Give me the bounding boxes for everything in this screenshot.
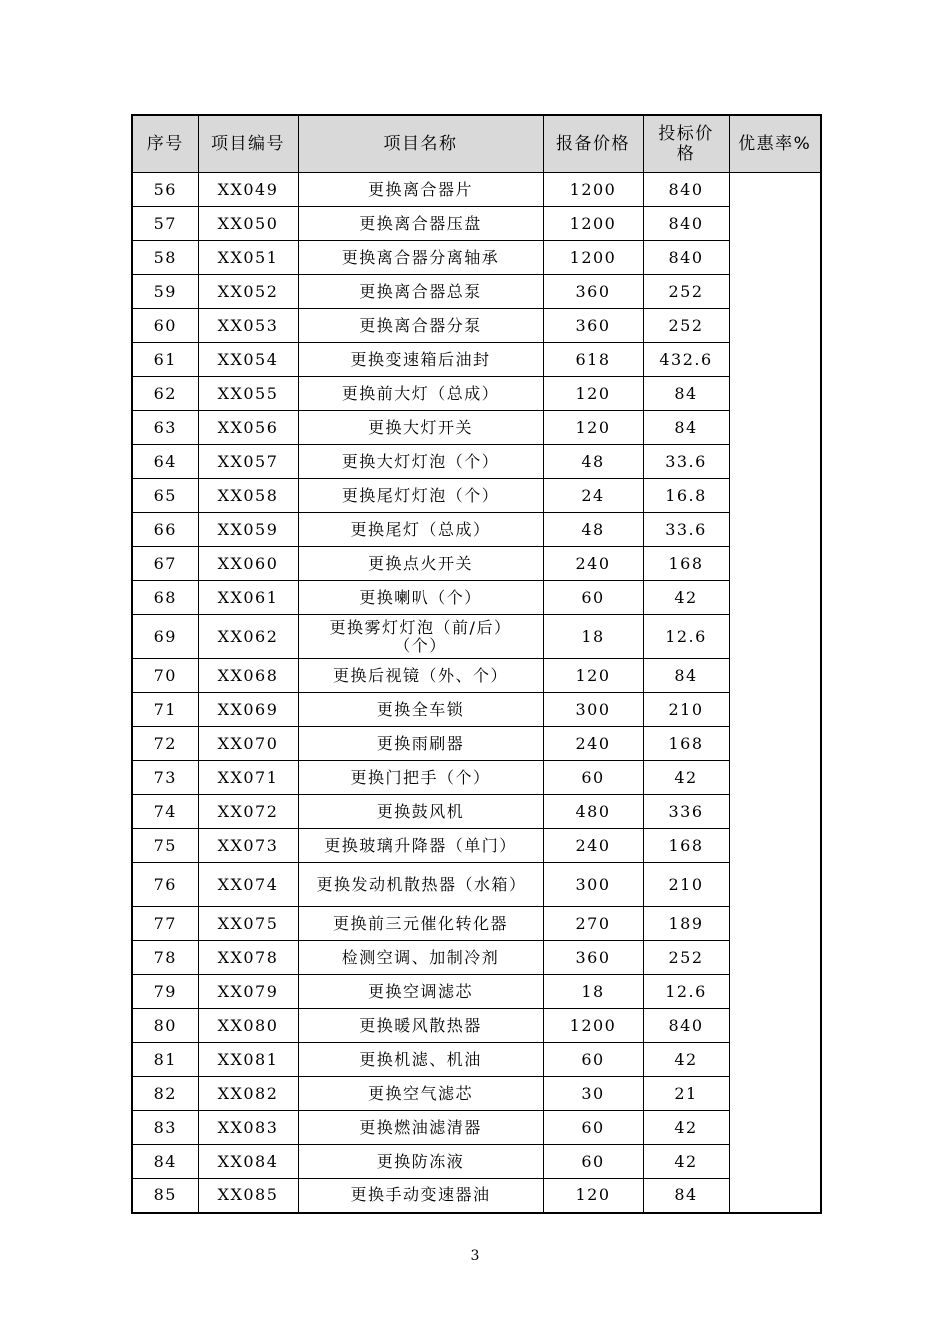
cell-bid-price: 42 xyxy=(643,1145,729,1179)
cell-reported-price: 60 xyxy=(543,1043,643,1077)
cell-seq: 68 xyxy=(132,581,198,615)
cell-bid-price: 432.6 xyxy=(643,343,729,377)
table-row xyxy=(132,1179,821,1213)
cell-reported-price: 120 xyxy=(543,377,643,411)
cell-code: XX049 xyxy=(198,173,298,207)
table-row xyxy=(132,547,821,581)
cell-code: XX072 xyxy=(198,795,298,829)
cell-bid-price: 252 xyxy=(643,309,729,343)
cell-seq: 58 xyxy=(132,241,198,275)
cell-code: XX080 xyxy=(198,1009,298,1043)
cell-code: XX059 xyxy=(198,513,298,547)
cell-seq: 65 xyxy=(132,479,198,513)
cell-seq: 69 xyxy=(132,615,198,659)
cell-seq: 71 xyxy=(132,693,198,727)
cell-name: 更换全车锁 xyxy=(298,693,543,727)
cell-reported-price: 360 xyxy=(543,275,643,309)
cell-code: XX052 xyxy=(198,275,298,309)
table-row xyxy=(132,343,821,377)
cell-name: 更换发动机散热器（水箱） xyxy=(298,863,543,907)
cell-reported-price: 618 xyxy=(543,343,643,377)
table-row xyxy=(132,863,821,907)
cell-bid-price: 33.6 xyxy=(643,513,729,547)
cell-bid-price: 840 xyxy=(643,207,729,241)
cell-reported-price: 30 xyxy=(543,1077,643,1111)
table-row xyxy=(132,1111,821,1145)
cell-name: 检测空调、加制冷剂 xyxy=(298,941,543,975)
cell-discount-rate xyxy=(729,173,821,1213)
table-row xyxy=(132,173,821,207)
cell-code: XX074 xyxy=(198,863,298,907)
cell-code: XX082 xyxy=(198,1077,298,1111)
cell-reported-price: 24 xyxy=(543,479,643,513)
table-body xyxy=(132,173,821,1213)
cell-seq: 84 xyxy=(132,1145,198,1179)
cell-bid-price: 336 xyxy=(643,795,729,829)
cell-code: XX068 xyxy=(198,659,298,693)
cell-bid-price: 42 xyxy=(643,1111,729,1145)
cell-bid-price: 12.6 xyxy=(643,615,729,659)
cell-reported-price: 18 xyxy=(543,975,643,1009)
cell-seq: 61 xyxy=(132,343,198,377)
cell-reported-price: 1200 xyxy=(543,1009,643,1043)
cell-bid-price: 840 xyxy=(643,1009,729,1043)
cell-bid-price: 84 xyxy=(643,411,729,445)
table-row xyxy=(132,445,821,479)
cell-reported-price: 60 xyxy=(543,1145,643,1179)
cell-seq: 78 xyxy=(132,941,198,975)
table-row xyxy=(132,377,821,411)
cell-bid-price: 252 xyxy=(643,275,729,309)
cell-code: XX069 xyxy=(198,693,298,727)
header-reported-price: 报备价格 xyxy=(543,115,643,173)
table-row xyxy=(132,411,821,445)
cell-name: 更换前三元催化转化器 xyxy=(298,907,543,941)
cell-seq: 56 xyxy=(132,173,198,207)
cell-seq: 80 xyxy=(132,1009,198,1043)
cell-seq: 81 xyxy=(132,1043,198,1077)
cell-reported-price: 270 xyxy=(543,907,643,941)
cell-name: 更换离合器分泵 xyxy=(298,309,543,343)
cell-reported-price: 240 xyxy=(543,727,643,761)
cell-code: XX073 xyxy=(198,829,298,863)
cell-bid-price: 252 xyxy=(643,941,729,975)
price-table xyxy=(131,114,822,1214)
cell-seq: 57 xyxy=(132,207,198,241)
cell-name: 更换喇叭（个） xyxy=(298,581,543,615)
table-row xyxy=(132,479,821,513)
table-row xyxy=(132,975,821,1009)
cell-name: 更换尾灯灯泡（个） xyxy=(298,479,543,513)
table-row xyxy=(132,659,821,693)
cell-seq: 70 xyxy=(132,659,198,693)
cell-name: 更换大灯开关 xyxy=(298,411,543,445)
cell-bid-price: 84 xyxy=(643,1179,729,1213)
cell-seq: 83 xyxy=(132,1111,198,1145)
table-row xyxy=(132,761,821,795)
cell-code: XX075 xyxy=(198,907,298,941)
table-row xyxy=(132,1145,821,1179)
cell-name: 更换鼓风机 xyxy=(298,795,543,829)
cell-seq: 85 xyxy=(132,1179,198,1213)
cell-seq: 66 xyxy=(132,513,198,547)
cell-code: XX053 xyxy=(198,309,298,343)
cell-name: 更换后视镜（外、个） xyxy=(298,659,543,693)
cell-bid-price: 33.6 xyxy=(643,445,729,479)
cell-reported-price: 240 xyxy=(543,547,643,581)
table-row xyxy=(132,309,821,343)
table-row xyxy=(132,1077,821,1111)
header-name: 项目名称 xyxy=(298,115,543,173)
cell-bid-price: 840 xyxy=(643,241,729,275)
cell-seq: 76 xyxy=(132,863,198,907)
cell-seq: 74 xyxy=(132,795,198,829)
cell-bid-price: 168 xyxy=(643,547,729,581)
cell-reported-price: 1200 xyxy=(543,241,643,275)
cell-seq: 75 xyxy=(132,829,198,863)
cell-code: XX078 xyxy=(198,941,298,975)
table-row xyxy=(132,907,821,941)
cell-code: XX051 xyxy=(198,241,298,275)
cell-name: 更换离合器分离轴承 xyxy=(298,241,543,275)
header-bid-price: 投标价格 xyxy=(643,115,729,173)
cell-reported-price: 48 xyxy=(543,445,643,479)
table-row xyxy=(132,207,821,241)
table-row xyxy=(132,241,821,275)
cell-reported-price: 120 xyxy=(543,659,643,693)
cell-seq: 64 xyxy=(132,445,198,479)
cell-name: 更换尾灯（总成） xyxy=(298,513,543,547)
cell-bid-price: 168 xyxy=(643,829,729,863)
cell-seq: 77 xyxy=(132,907,198,941)
cell-code: XX057 xyxy=(198,445,298,479)
cell-reported-price: 360 xyxy=(543,941,643,975)
cell-name: 更换手动变速器油 xyxy=(298,1179,543,1213)
cell-name: 更换变速箱后油封 xyxy=(298,343,543,377)
cell-bid-price: 42 xyxy=(643,1043,729,1077)
cell-code: XX084 xyxy=(198,1145,298,1179)
page-number: 3 xyxy=(470,1248,480,1264)
cell-code: XX060 xyxy=(198,547,298,581)
cell-seq: 60 xyxy=(132,309,198,343)
cell-reported-price: 300 xyxy=(543,693,643,727)
cell-seq: 79 xyxy=(132,975,198,1009)
cell-name: 更换离合器压盘 xyxy=(298,207,543,241)
cell-code: XX062 xyxy=(198,615,298,659)
table-row xyxy=(132,1009,821,1043)
cell-reported-price: 60 xyxy=(543,581,643,615)
table-row xyxy=(132,693,821,727)
cell-code: XX083 xyxy=(198,1111,298,1145)
cell-seq: 62 xyxy=(132,377,198,411)
cell-reported-price: 1200 xyxy=(543,207,643,241)
table-row xyxy=(132,581,821,615)
cell-bid-price: 42 xyxy=(643,581,729,615)
cell-name: 更换空气滤芯 xyxy=(298,1077,543,1111)
cell-bid-price: 42 xyxy=(643,761,729,795)
cell-code: XX070 xyxy=(198,727,298,761)
cell-seq: 67 xyxy=(132,547,198,581)
cell-reported-price: 60 xyxy=(543,1111,643,1145)
cell-code: XX081 xyxy=(198,1043,298,1077)
cell-bid-price: 16.8 xyxy=(643,479,729,513)
cell-name: 更换离合器片 xyxy=(298,173,543,207)
table-row xyxy=(132,941,821,975)
cell-reported-price: 240 xyxy=(543,829,643,863)
cell-seq: 82 xyxy=(132,1077,198,1111)
cell-bid-price: 84 xyxy=(643,659,729,693)
cell-bid-price: 12.6 xyxy=(643,975,729,1009)
cell-bid-price: 21 xyxy=(643,1077,729,1111)
cell-name: 更换燃油滤清器 xyxy=(298,1111,543,1145)
cell-code: XX071 xyxy=(198,761,298,795)
cell-reported-price: 120 xyxy=(543,1179,643,1213)
cell-code: XX054 xyxy=(198,343,298,377)
cell-bid-price: 210 xyxy=(643,863,729,907)
cell-code: XX085 xyxy=(198,1179,298,1213)
cell-reported-price: 480 xyxy=(543,795,643,829)
cell-bid-price: 189 xyxy=(643,907,729,941)
cell-reported-price: 120 xyxy=(543,411,643,445)
cell-seq: 73 xyxy=(132,761,198,795)
cell-seq: 59 xyxy=(132,275,198,309)
cell-seq: 63 xyxy=(132,411,198,445)
cell-code: XX050 xyxy=(198,207,298,241)
cell-bid-price: 168 xyxy=(643,727,729,761)
cell-reported-price: 300 xyxy=(543,863,643,907)
header-discount-rate: 优惠率% xyxy=(729,115,821,173)
cell-name: 更换前大灯（总成） xyxy=(298,377,543,411)
table-row xyxy=(132,615,821,659)
cell-name: 更换雨刷器 xyxy=(298,727,543,761)
cell-name: 更换空调滤芯 xyxy=(298,975,543,1009)
table-header-row xyxy=(132,115,821,173)
table-row xyxy=(132,727,821,761)
cell-bid-price: 840 xyxy=(643,173,729,207)
cell-name: 更换门把手（个） xyxy=(298,761,543,795)
cell-name: 更换机滤、机油 xyxy=(298,1043,543,1077)
cell-code: XX079 xyxy=(198,975,298,1009)
cell-reported-price: 48 xyxy=(543,513,643,547)
cell-code: XX056 xyxy=(198,411,298,445)
cell-reported-price: 18 xyxy=(543,615,643,659)
cell-name: 更换大灯灯泡（个） xyxy=(298,445,543,479)
cell-name: 更换玻璃升降器（单门） xyxy=(298,829,543,863)
cell-code: XX058 xyxy=(198,479,298,513)
cell-name: 更换防冻液 xyxy=(298,1145,543,1179)
table-row xyxy=(132,513,821,547)
table-row xyxy=(132,1043,821,1077)
cell-reported-price: 60 xyxy=(543,761,643,795)
cell-name: 更换点火开关 xyxy=(298,547,543,581)
cell-code: XX055 xyxy=(198,377,298,411)
cell-name: 更换暖风散热器 xyxy=(298,1009,543,1043)
table-row xyxy=(132,829,821,863)
table-row xyxy=(132,795,821,829)
cell-reported-price: 1200 xyxy=(543,173,643,207)
header-seq: 序号 xyxy=(132,115,198,173)
cell-name: 更换离合器总泵 xyxy=(298,275,543,309)
cell-name: 更换雾灯灯泡（前/后）（个） xyxy=(298,615,543,659)
cell-code: XX061 xyxy=(198,581,298,615)
table-row xyxy=(132,275,821,309)
cell-bid-price: 84 xyxy=(643,377,729,411)
cell-seq: 72 xyxy=(132,727,198,761)
cell-bid-price: 210 xyxy=(643,693,729,727)
header-code: 项目编号 xyxy=(198,115,298,173)
cell-reported-price: 360 xyxy=(543,309,643,343)
